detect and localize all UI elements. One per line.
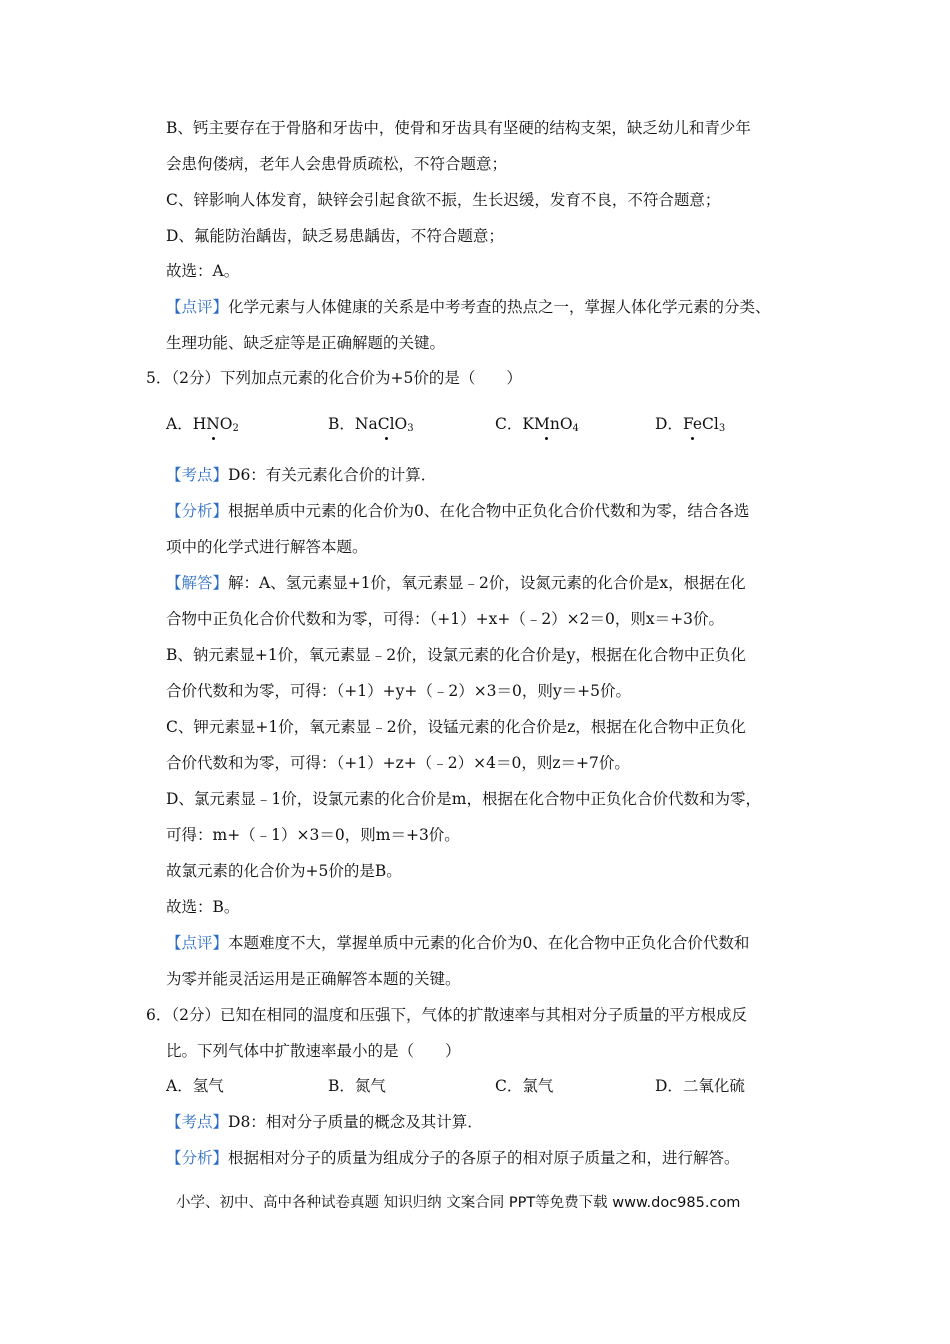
kaodian-line: 【考点】D8：相对分子质量的概念及其计算．: [166, 1113, 483, 1131]
fenxi-line: 【分析】根据相对分子的质量为组成分子的各原子的相对原子质量之和，进行解答。: [166, 1149, 740, 1167]
dianping-line: 【点评】本题难度不大，掌握单质中元素的化合价为0、在化合物中正负化合价代数和: [166, 934, 750, 952]
comment-text: 化学元素与人体健康的关系是中考考查的热点之一，掌握人体化学元素的分类、: [228, 298, 771, 316]
text-line: 会患佝偻病，老年人会患骨质疏松，不符合题意；: [166, 155, 508, 173]
text-line: C、锌影响人体发育，缺锌会引起食欲不振，生长迟缓，发育不良，不符合题意；: [166, 191, 721, 209]
question-6-stem: 6．（2分）已知在相同的温度和压强下，气体的扩散速率与其相对分子质量的平方根成反: [146, 1006, 747, 1024]
q5-option-b: B．NaClO$_3$: [328, 415, 414, 434]
text-line: D、氟能防治龋齿，缺乏易患龋齿，不符合题意；: [166, 227, 504, 245]
text-line: 故氯元素的化合价为+5价的是B。: [166, 862, 402, 880]
jieda-line: 【解答】解：A、氢元素显+1价，氧元素显﹣2价，设氮元素的化合价是x，根据在化: [166, 574, 746, 592]
q6-option-a: A．氢气: [166, 1077, 224, 1095]
dotted-element: Fe: [682, 415, 703, 433]
q5-option-d: D．FeCl$_3$: [655, 415, 726, 434]
q6-option-c: C．氯气: [495, 1077, 554, 1095]
text-line: D、氯元素显﹣1价，设氯元素的化合价是m，根据在化合物中正负化合价代数和为零，: [166, 790, 761, 808]
answer-line: 故选：B。: [166, 898, 240, 916]
text-line: 生理功能、缺乏症等是正确解题的关键。: [166, 334, 446, 352]
text-line: B、钠元素显+1价，氧元素显﹣2价，设氯元素的化合价是y，根据在化合物中正负化: [166, 646, 746, 664]
page-footer: 小学、初中、高中各种试卷真题 知识归纳 文案合同 PPT等免费下载 www.doc985.com: [176, 1195, 741, 1211]
q6-option-b: B．氮气: [328, 1077, 386, 1095]
text-line: 为零并能灵活运用是正确解答本题的关键。: [166, 970, 461, 988]
q5-option-a: A．$HNO_2$: [166, 415, 239, 434]
q5-option-c: C．KMnO$_4$: [495, 415, 579, 434]
dotted-element: N: [206, 415, 220, 433]
answer-line: 故选：A。: [166, 262, 240, 280]
dotted-element: Cl: [377, 415, 395, 433]
text-line: 合价代数和为零，可得：（+1）+y+（﹣2）×3＝0，则y＝+5价。: [166, 682, 632, 700]
dotted-element: Mn: [533, 415, 560, 433]
fenxi-line: 【分析】根据单质中元素的化合价为0、在化合物中正负化合价代数和为零，结合各选: [166, 502, 750, 520]
text-line: C、钾元素显+1价，氧元素显﹣2价，设锰元素的化合价是z，根据在化合物中正负化: [166, 718, 746, 736]
text-line: 合物中正负化合价代数和为零，可得：（+1）+x+（﹣2）×2＝0，则x＝+3价。: [166, 610, 724, 628]
text-line: 可得：m+（﹣1）×3＝0，则m＝+3价。: [166, 826, 460, 844]
q6-option-d: D．二氧化硫: [655, 1077, 745, 1095]
text-line: 合价代数和为零，可得：（+1）+z+（﹣2）×4＝0，则z＝+7价。: [166, 754, 630, 772]
kaodian-line: 【考点】D6：有关元素化合价的计算．: [166, 466, 437, 484]
question-6-stem-cont: 比。下列气体中扩散速率最小的是（ ）: [166, 1042, 461, 1060]
question-5-stem: 5．（2分）下列加点元素的化合价为+5价的是（ ）: [146, 369, 522, 387]
text-line: 项中的化学式进行解答本题。: [166, 538, 368, 556]
text-line: B、钙主要存在于骨胳和牙齿中，使骨和牙齿具有坚硬的结构支架，缺乏幼儿和青少年: [166, 119, 751, 137]
comment-line: [166, 297, 771, 317]
comment-tag: 【点评】: [166, 298, 229, 316]
